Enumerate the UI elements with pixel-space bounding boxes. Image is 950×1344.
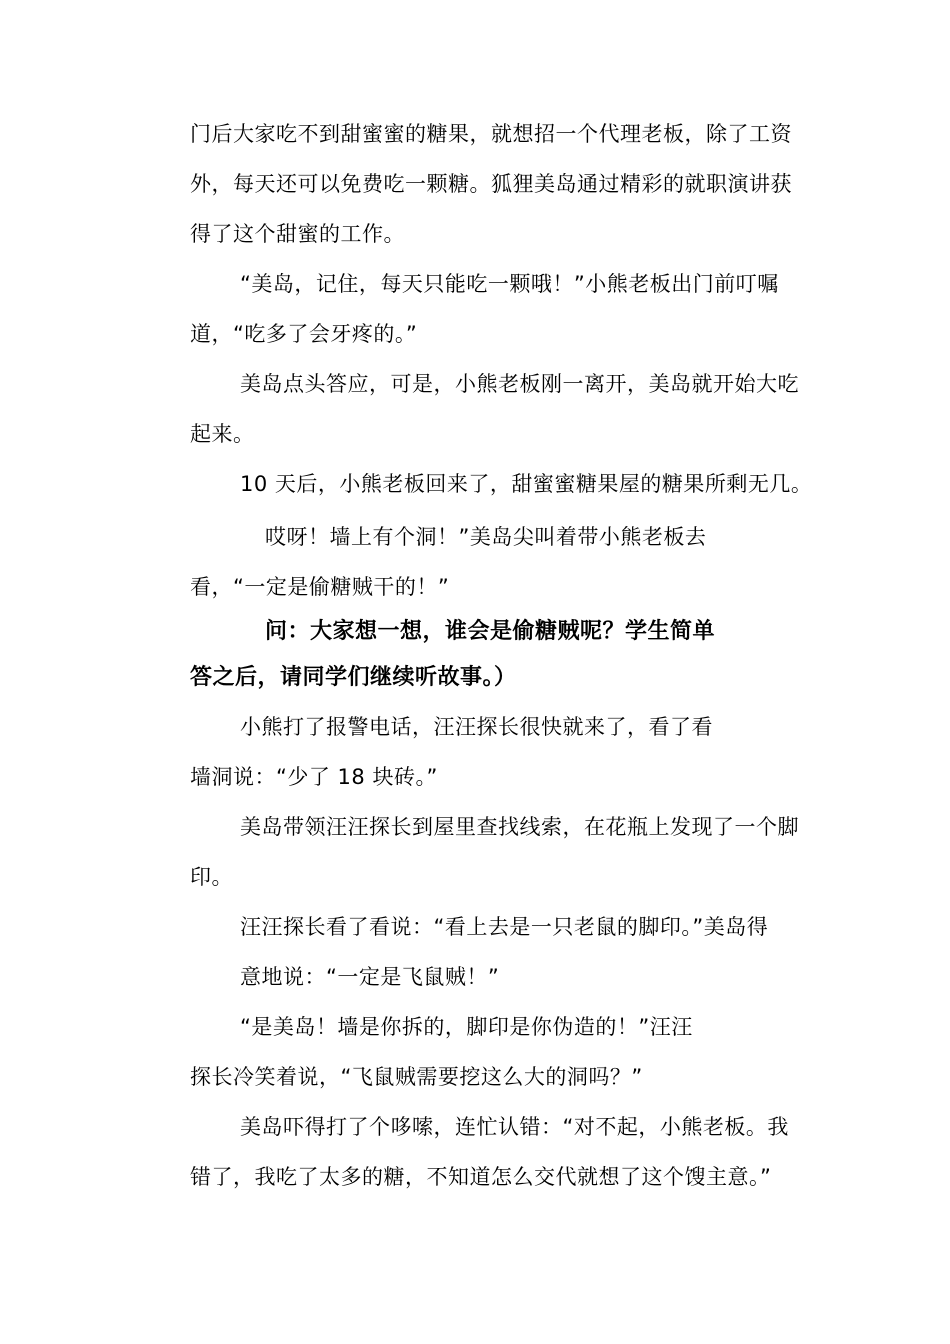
text-line: 门后大家吃不到甜蜜蜜的糖果，就想招一个代理老板，除了工资 <box>190 122 792 146</box>
text-line: 哎呀！墙上有个洞！”美岛尖叫着带小熊老板去 <box>265 525 707 549</box>
text-line: “美岛，记住，每天只能吃一颗哦！”小熊老板出门前叮嘱 <box>240 272 779 296</box>
text-line: 外，每天还可以免费吃一颗糖。狐狸美岛通过精彩的就职演讲获 <box>190 172 792 196</box>
text-line: 探长冷笑着说，“飞鼠贼需要挖这么大的洞吗？” <box>190 1065 643 1089</box>
text-line: 美岛吓得打了个哆嗦，连忙认错：“对不起，小熊老板。我 <box>240 1115 789 1139</box>
text-line: 汪汪探长看了看说：“看上去是一只老鼠的脚印。”美岛得 <box>240 915 769 939</box>
text-line: 道，“吃多了会牙疼的。” <box>190 322 418 346</box>
text-line: 得了这个甜蜜的工作。 <box>190 222 405 246</box>
text-line: 10 天后，小熊老板回来了，甜蜜蜜糖果屋的糖果所剩无几。 <box>240 472 813 496</box>
text-line: 起来。 <box>190 422 255 446</box>
text-line: 错了，我吃了太多的糖，不知道怎么交代就想了这个馊主意。” <box>190 1165 772 1189</box>
text-line: 看，“一定是偷糖贼干的！” <box>190 575 450 599</box>
text-line: 美岛点头答应，可是，小熊老板刚一离开，美岛就开始大吃 <box>240 372 799 396</box>
question-line: 问：大家想一想，谁会是偷糖贼呢？学生简单 <box>265 619 716 644</box>
text-line: 意地说：“一定是飞鼠贼！” <box>240 965 500 989</box>
text-line: “是美岛！墙是你拆的，脚印是你伪造的！”汪汪 <box>240 1015 693 1039</box>
text-line: 印。 <box>190 865 233 889</box>
question-line: 答之后，请同学们继续听故事。） <box>190 665 517 690</box>
text-line: 美岛带领汪汪探长到屋里查找线索，在花瓶上发现了一个脚 <box>240 815 799 839</box>
text-line: 小熊打了报警电话，汪汪探长很快就来了，看了看 <box>240 715 713 739</box>
text-line: 墙洞说：“少了 18 块砖。” <box>190 765 438 789</box>
